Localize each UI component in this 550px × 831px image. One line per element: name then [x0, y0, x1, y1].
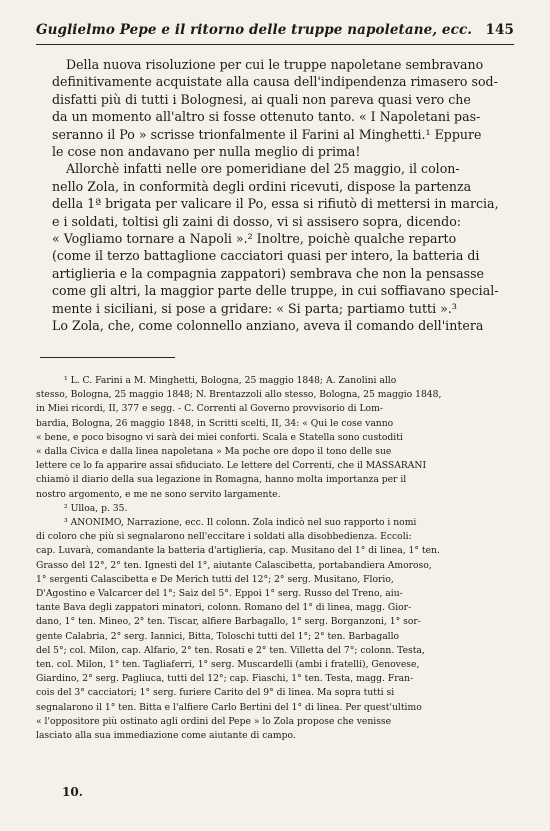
text-line: mente i siciliani, si pose a gridare: « Si parta; partiamo tutti ».³ [52, 300, 457, 316]
footnote-line: del 5°; col. Milon, cap. Alfario, 2° ten. Rosati e 2° ten. Villetta del 7°; colonn. Testa, [36, 644, 425, 656]
footnote-line: « dalla Civica e dalla linea napoletana » Ma poche ore dopo il tono delle sue [36, 446, 392, 458]
footnote-line: stesso, Bologna, 25 maggio 1848; N. Brentazzoli allo stesso, Bologna, 25 maggio 1848, [36, 389, 442, 401]
footnote-line: ten. col. Milon, 1° ten. Tagliaferri, 1° serg. Muscardelli (ambi i fratelli), Genovese, [36, 659, 420, 671]
text-line: Della nuova risoluzione per cui le truppe napoletane sembravano [66, 57, 484, 72]
text-line: « Vogliamo tornare a Napoli ».² Inoltre, poichè qualche reparto [52, 231, 457, 247]
footnote-line: tante Bava degli zappatori minatori, colonn. Romano del 1° di linea, magg. Gior- [36, 602, 412, 614]
header-rule [36, 44, 514, 45]
text-line: Lo Zola, che, come colonnello anziano, aveva il comando dell'intera [52, 318, 484, 334]
footnote-line: nostro argomento, e me ne sono servito largamente. [36, 488, 281, 500]
footnote-line: ¹ L. C. Farini a M. Minghetti, Bologna, 25 maggio 1848; A. Zanolini allo [64, 375, 397, 386]
running-header [36, 22, 514, 38]
footnote-line: ² Ulloa, p. 35. [64, 502, 128, 514]
footnote-line: lettere ce lo fa apparire assai sfiduciato. Le lettere del Correnti, che il MASSARANI [36, 460, 427, 472]
text-line: nello Zola, in conformità degli ordini ricevuti, dispose la partenza [52, 178, 472, 194]
text-line: come gli altri, la maggior parte delle truppe, in cui soffiavano special- [52, 283, 499, 299]
footnote-line: in Miei ricordi, II, 377 e segg. - C. Correnti al Governo provvisorio di Lom- [36, 403, 383, 415]
text-line: definitivamente acquistate alla causa dell'indipendenza rimasero sod- [52, 74, 498, 90]
text-line: e i soldati, toltisi gli zaini di dosso, vi si assisero sopra, dicendo: [52, 213, 462, 229]
footnote-line: Grasso del 12°, 2° ten. Ignesti del 1°, aiutante Calascibetta, portabandiera Amoroso, [36, 559, 432, 571]
text-line: disfatti più di tutti i Bolognesi, ai quali non pareva quasi vero che [52, 91, 471, 107]
text-line: Allorchè infatti nelle ore pomeridiane del 25 maggio, il colon- [66, 161, 460, 177]
footnote-line: chiamò il diario della sua legazione in Romagna, hanno molta importanza per il [36, 474, 407, 486]
footnote-line: lasciato alla sua immediazione come aiutante di campo. [36, 730, 296, 742]
footnote-line: cap. Luvarà, comandante la batteria d'artiglieria, cap. Musitano del 1° di linea, 1° ten. [36, 545, 440, 557]
footnote-line: dano, 1° ten. Mineo, 2° ten. Tiscar, alfiere Barbagallo, 1° serg. Borganzoni, 1° sor- [36, 616, 421, 628]
footnote-line: segnalarono il 1° ten. Bitta e l'alfiere Carlo Bertini del 1° di linea. Per quest'ultimo [36, 701, 422, 713]
footnote-line: ³ ANONIMO, Narrazione, ecc. Il colonn. Zola indicò nel suo rapporto i nomi [64, 517, 417, 529]
footnote-line: gente Calabria, 2° serg. Iannici, Bitta, Toloschi tutti del 1°; 2° ten. Barbagallo [36, 630, 400, 642]
text-line: seranno il Po » scrisse trionfalmente il Farini al Minghetti.¹ Eppure [52, 126, 482, 142]
footnote-line: bardia, Bologna, 26 maggio 1848, in Scritti scelti, II, 34: « Qui le cose vanno [36, 417, 394, 429]
text-line: da un momento all'altro si fosse ottenuto tanto. « I Napoletani pas- [52, 109, 481, 125]
text-line: le cose non andavano per nulla meglio di prima! [52, 144, 361, 160]
footnote-line: D'Agostino e Valcarcer del 1°; Saiz del 5°. Eppoi 1° serg. Russo del Treno, aiu- [36, 588, 403, 600]
footnote-line: Giardino, 2° serg. Pagliuca, tutti del 12°; cap. Fiaschi, 1° ten. Testa, magg. Fran- [36, 673, 414, 685]
page-number: 145 [485, 22, 514, 38]
footnote-line: 1° sergenti Calascibetta e De Merich tutti del 12°; 2° serg. Musitano, Florio, [36, 573, 394, 585]
footnote-line: di coloro che più si segnalarono nell'eccitare i soldati alla disobbedienza. Eccoli: [36, 531, 412, 543]
footnote-separator [40, 357, 175, 358]
text-line: artiglieria e la compagnia zappatori) sembrava che non la pensasse [52, 265, 485, 281]
text-line: (come il terzo battaglione cacciatori quasi per intero, la batteria di [52, 248, 480, 264]
footnote-line: « l'oppositore più ostinato agli ordini del Pepe » lo Zola propose che venisse [36, 715, 392, 727]
running-title: Guglielmo Pepe e il ritorno delle truppe napoletane, ecc. [36, 22, 473, 38]
main-text [52, 56, 522, 335]
footnote-line: cois del 3° cacciatori; 1° serg. furiere Carito del 9° di linea. Ma sopra tutti si [36, 687, 395, 699]
footnote-line: « bene, e poco bisogno vi sarà dei miei conforti. Scala e Statella sono custoditi [36, 431, 403, 443]
text-line: della 1ª brigata per valicare il Po, essa si rifiutò di mettersi in marcia, [52, 196, 499, 212]
signature-folio: 10. [62, 785, 83, 799]
footnotes [36, 374, 520, 743]
